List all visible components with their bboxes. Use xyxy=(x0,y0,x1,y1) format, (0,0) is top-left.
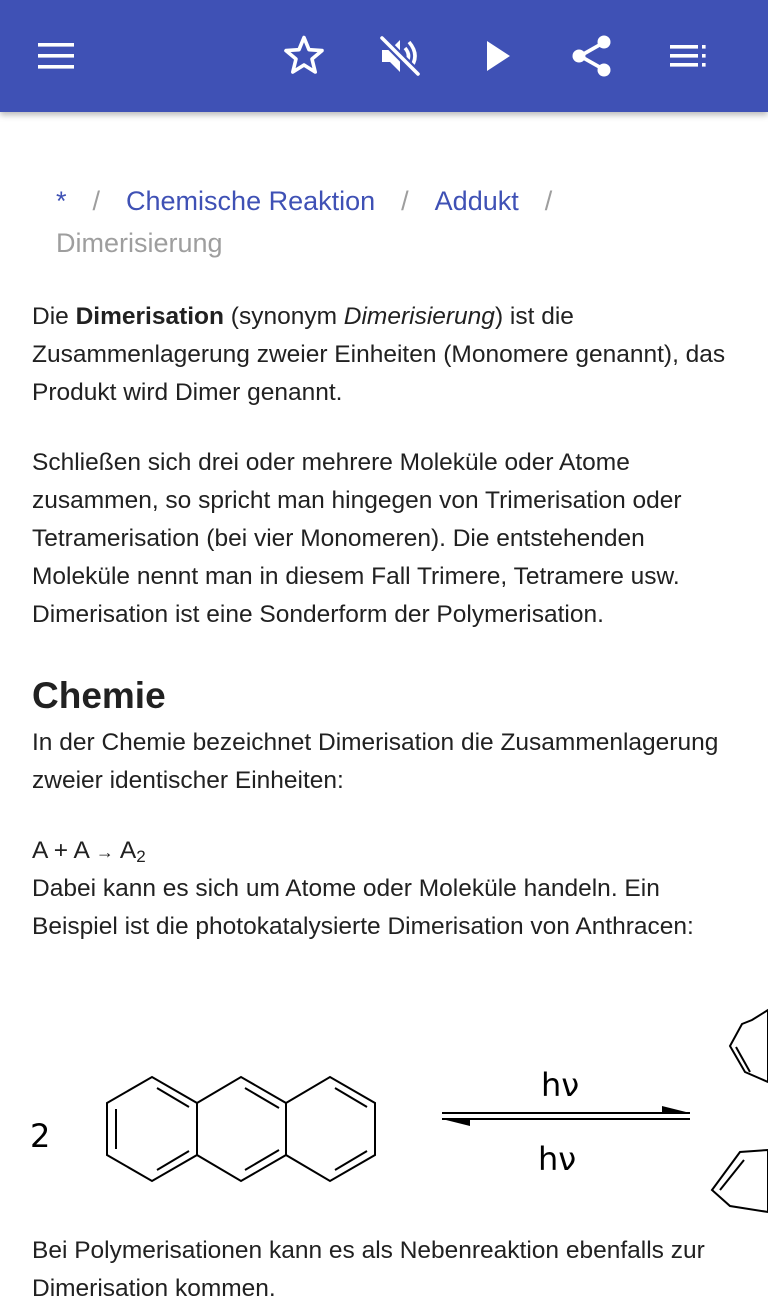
breadcrumb-link-root[interactable]: * xyxy=(56,186,67,216)
equilibrium-arrows xyxy=(442,1106,690,1126)
reaction-label-backward: hν xyxy=(538,1140,577,1178)
breadcrumb-link-chemische-reaktion[interactable]: Chemische Reaktion xyxy=(126,186,376,216)
contents-button[interactable] xyxy=(660,28,716,84)
dimer-molecule-partial xyxy=(712,1010,768,1212)
intro-text-end: ) ist die Zusammenlagerung zweier Einheiten (Monomere genannt), das Produkt wird Dimer genannt. xyxy=(32,303,726,406)
play-icon xyxy=(470,28,526,84)
playlist-icon xyxy=(660,28,716,84)
app-toolbar xyxy=(0,0,768,112)
term-dimerisation: Dimerisation xyxy=(75,303,224,330)
trimerisation-paragraph: Schließen sich drei oder mehrere Moleküle oder Atome zusammen, so spricht man hingegen von Trimerisation oder Tetramerisation (bei vier Monomeren). Die entstehenden Moleküle nennt man in diesem Fall Trimere, Tetramere usw. Dimerisation ist eine Sonderform der Polymerisation. xyxy=(32,449,682,628)
anthracene-molecule xyxy=(107,1077,375,1181)
section-heading-chemie: Chemie xyxy=(32,675,166,716)
breadcrumb xyxy=(56,180,736,264)
anthracene-reaction-image[interactable] xyxy=(0,1002,768,1232)
share-icon xyxy=(564,28,620,84)
play-button[interactable] xyxy=(470,28,526,84)
menu-button[interactable] xyxy=(28,28,84,84)
reaction-diagram xyxy=(0,1002,768,1232)
breadcrumb-separator: / xyxy=(544,186,553,216)
polymerisation-paragraph: Bei Polymerisationen kann es als Nebenreaktion ebenfalls zur Dimerisation kommen. xyxy=(32,1237,705,1302)
breadcrumb-link-addukt[interactable]: Addukt xyxy=(434,186,519,216)
reaction-label-forward: hν xyxy=(541,1066,580,1104)
anthracene-paragraph: Dabei kann es sich um Atome oder Moleküle handeln. Ein Beispiel ist die photokatalysierte Dimerisation von Anthracen: xyxy=(32,875,694,940)
chemie-paragraph: In der Chemie bezeichnet Dimerisation die Zusammenlagerung zweier identischer Einheiten: xyxy=(32,729,719,794)
formula-subscript: 2 xyxy=(136,847,146,866)
star-icon xyxy=(276,28,332,84)
share-button[interactable] xyxy=(564,28,620,84)
reaction-coefficient: 2 xyxy=(30,1117,51,1155)
formula-reactants: A + A xyxy=(32,837,90,864)
term-dimerisierung: Dimerisierung xyxy=(343,303,495,330)
intro-text-start: Die xyxy=(32,303,76,330)
intro-text-synonym: (synonym xyxy=(223,303,344,330)
menu-icon xyxy=(28,28,84,84)
intro-paragraph xyxy=(32,298,732,412)
formula-arrow: → xyxy=(95,842,114,862)
mute-button[interactable] xyxy=(372,28,428,84)
breadcrumb-current: Dimerisierung xyxy=(56,228,223,258)
article-content xyxy=(0,112,768,1302)
formula-product: A xyxy=(119,837,137,864)
bookmark-button[interactable] xyxy=(276,28,332,84)
breadcrumb-separator: / xyxy=(401,186,409,216)
volume-off-icon xyxy=(372,28,428,84)
breadcrumb-separator: / xyxy=(92,186,101,216)
